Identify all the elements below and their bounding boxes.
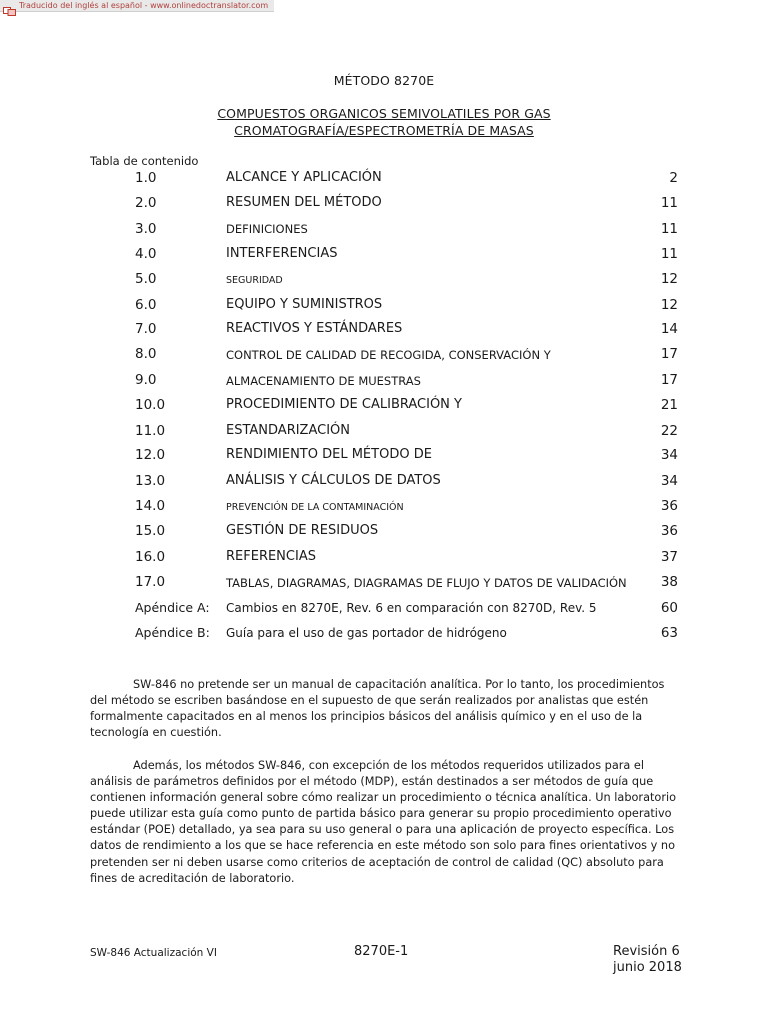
toc-number: Apéndice B: — [135, 625, 210, 640]
toc-row — [0, 447, 768, 467]
intro-paragraph — [90, 677, 680, 741]
toc-title: ALMACENAMIENTO DE MUESTRAS — [226, 374, 421, 388]
toc-row — [0, 523, 768, 543]
footer-page-number: 8270E-1 — [354, 944, 409, 959]
translation-banner[interactable] — [0, 0, 274, 12]
toc-title: ALCANCE Y APLICACIÓN — [226, 170, 382, 185]
method-title: MÉTODO 8270E — [333, 73, 435, 88]
toc-page: 12 — [660, 271, 678, 287]
toc-page: 11 — [660, 195, 678, 211]
toc-row — [0, 423, 768, 443]
toc-row — [0, 600, 768, 620]
toc-row — [0, 297, 768, 317]
toc-page: 22 — [660, 423, 678, 439]
toc-title: DEFINICIONES — [226, 222, 308, 236]
footer-update: SW-846 Actualización VI — [90, 947, 217, 959]
toc-number: 16.0 — [135, 549, 166, 565]
toc-number: 2.0 — [135, 195, 157, 211]
toc-page: 11 — [660, 221, 678, 237]
toc-row — [0, 372, 768, 392]
intro-paragraph-text: SW-846 no pretende ser un manual de capacitación analítica. Por lo tanto, los procedimientos del método se escriben basándose en el supuesto de que serán realizados por analistas que estén formalmente capacitados en al menos los principios básicos del análisis químico y en el uso de la tecnología en cuestión. — [90, 678, 665, 740]
toc-title: REACTIVOS Y ESTÁNDARES — [226, 321, 403, 336]
toc-page: 60 — [660, 600, 678, 616]
footer-revision — [613, 944, 682, 976]
toc-number: 11.0 — [135, 423, 166, 439]
toc-number: 17.0 — [135, 574, 166, 590]
toc-number: 12.0 — [135, 447, 166, 463]
toc-page: 11 — [660, 246, 678, 262]
toc-title: CONTROL DE CALIDAD DE RECOGIDA, CONSERVACIÓN Y — [226, 348, 551, 362]
toc-title: RESUMEN DEL MÉTODO — [226, 195, 382, 210]
toc-title: EQUIPO Y SUMINISTROS — [226, 297, 383, 312]
toc-page: 34 — [660, 473, 678, 489]
toc-title: Guía para el uso de gas portador de hidrógeno — [226, 626, 507, 640]
toc-title: GESTIÓN DE RESIDUOS — [226, 523, 379, 538]
toc-row — [0, 498, 768, 518]
toc-row — [0, 321, 768, 341]
toc-row — [0, 574, 768, 594]
toc-row — [0, 170, 768, 190]
footer-revision-label: Revisión 6 — [613, 944, 680, 959]
toc-number: 7.0 — [135, 321, 157, 337]
toc-number: 3.0 — [135, 221, 157, 237]
toc-title: INTERFERENCIAS — [226, 246, 338, 261]
toc-number: 14.0 — [135, 498, 166, 514]
translator-logo-icon — [3, 1, 16, 10]
toc-number: 10.0 — [135, 397, 166, 413]
toc-title: ESTANDARIZACIÓN — [226, 423, 350, 438]
toc-page: 37 — [660, 549, 678, 565]
guidance-paragraph-text: Además, los métodos SW-846, con excepción de los métodos requeridos utilizados para el análisis de parámetros definidos por el método (MDP), están destinados a ser métodos de guía que contienen información general sobre cómo realizar un procedimiento o técnica analítica. Un laboratorio puede utilizar esta guía como punto de partida básico para generar su propio procedimiento operativo estándar (POE) detallado, ya sea para su uso general o para una aplicación de proyecto específica. Los datos de rendimiento a los que se hace referencia en este método son solo para fines orientativos y no pretenden ser ni deben usarse como criterios de aceptación de control de calidad (QC) absoluto para fines de acreditación de laboratorio. — [90, 759, 677, 885]
guidance-paragraph — [90, 758, 680, 887]
toc-page: 17 — [660, 372, 678, 388]
toc-number: 15.0 — [135, 523, 166, 539]
toc-title: PROCEDIMIENTO DE CALIBRACIÓN Y — [226, 397, 462, 412]
toc-row — [0, 549, 768, 569]
toc-page: 36 — [660, 498, 678, 514]
toc-title: PREVENCIÓN DE LA CONTAMINACIÓN — [226, 502, 404, 513]
toc-number: 9.0 — [135, 372, 157, 388]
toc-title: ANÁLISIS Y CÁLCULOS DE DATOS — [226, 473, 441, 488]
toc-row — [0, 271, 768, 291]
toc-row — [0, 221, 768, 241]
toc-number: 8.0 — [135, 346, 157, 362]
toc-page: 14 — [660, 321, 678, 337]
toc-page: 21 — [660, 397, 678, 413]
subtitle-line-1: COMPUESTOS ORGANICOS SEMIVOLATILES POR GAS — [217, 106, 551, 121]
toc-row — [0, 473, 768, 493]
toc-number: 6.0 — [135, 297, 157, 313]
toc-page: 34 — [660, 447, 678, 463]
toc-row — [0, 195, 768, 215]
toc-row — [0, 397, 768, 417]
toc-page: 36 — [660, 523, 678, 539]
toc-title: SEGURIDAD — [226, 275, 283, 286]
translation-banner-text[interactable]: Traducido del inglés al español - www.onlinedoctranslator.com — [19, 1, 269, 10]
toc-row — [0, 346, 768, 366]
toc-number: Apéndice A: — [135, 600, 210, 615]
toc-title: Cambios en 8270E, Rev. 6 en comparación con 8270D, Rev. 5 — [226, 601, 597, 615]
toc-title: REFERENCIAS — [226, 549, 316, 564]
toc-row — [0, 625, 768, 645]
toc-page: 63 — [660, 625, 678, 641]
footer-date: junio 2018 — [613, 960, 682, 975]
toc-number: 13.0 — [135, 473, 166, 489]
subtitle-line-2: CROMATOGRAFÍA/ESPECTROMETRÍA DE MASAS — [234, 123, 534, 138]
toc-label: Tabla de contenido — [90, 154, 199, 168]
toc-number: 4.0 — [135, 246, 157, 262]
toc-page: 2 — [669, 170, 678, 186]
toc-row — [0, 246, 768, 266]
toc-page: 12 — [660, 297, 678, 313]
toc-number: 1.0 — [135, 170, 157, 186]
toc-page: 38 — [660, 574, 678, 590]
toc-title: RENDIMIENTO DEL MÉTODO DE — [226, 447, 432, 462]
toc-number: 5.0 — [135, 271, 157, 287]
toc-page: 17 — [660, 346, 678, 362]
toc-title: TABLAS, DIAGRAMAS, DIAGRAMAS DE FLUJO Y DATOS DE VALIDACIÓN — [226, 576, 627, 590]
